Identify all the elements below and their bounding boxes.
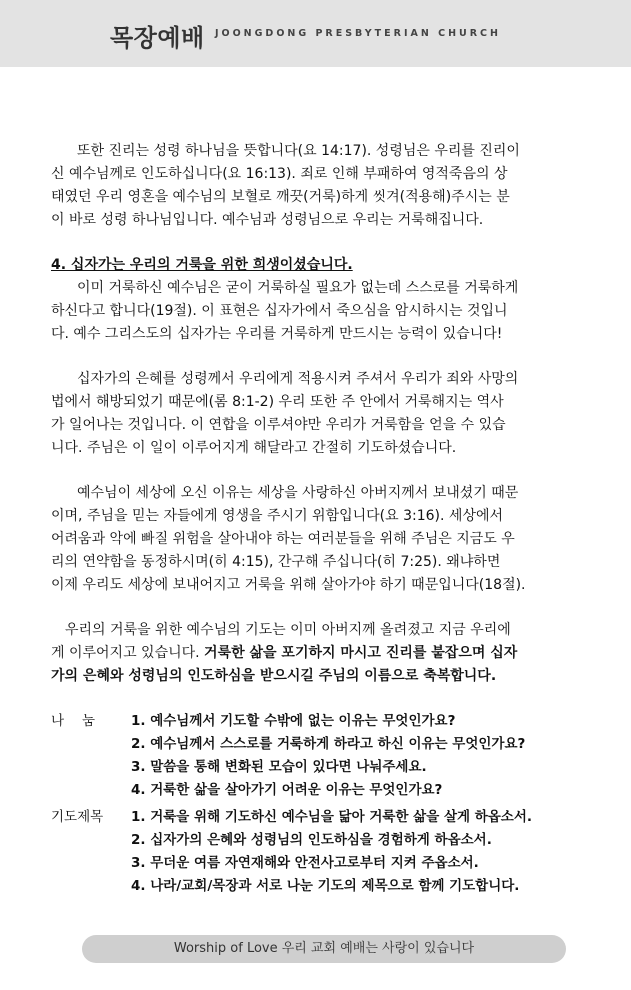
paragraph-3 xyxy=(51,368,601,460)
paragraph-line: 십자가의 은혜를 성령께서 우리에게 적용시켜 주셔서 우리가 죄와 사망의 xyxy=(77,371,519,387)
prayer-item: 1. 거룩을 위해 기도하신 예수님을 닮아 거룩한 삶을 살게 하옵소서. xyxy=(131,809,533,825)
list-label-spacer xyxy=(51,779,131,802)
paragraph-line: 태였던 우리 영혼을 예수님의 보혈로 깨끗(거룩)하게 씻겨(적용해)주시는 분 xyxy=(51,189,510,205)
list-label-spacer xyxy=(51,733,131,756)
blessing-text: 거룩한 삶을 포기하지 마시고 진리를 붙잡으며 십자 xyxy=(204,645,518,661)
prayer-label: 기도제목 xyxy=(51,809,104,825)
list-label-spacer xyxy=(51,829,131,852)
paragraph-line: 어려움과 악에 빠질 위험을 살아내야 하는 여러분들을 위해 주님은 지금도 우 xyxy=(51,531,515,547)
paragraph-line: 예수님이 세상에 오신 이유는 세상을 사랑하신 아버지께서 보내셨기 때문 xyxy=(77,485,519,501)
sharing-question: 1. 예수님께서 기도할 수밖에 없는 이유는 무엇인가요? xyxy=(131,713,456,729)
paragraph-1 xyxy=(51,140,601,232)
paragraph-line: 신 예수님께로 인도하십니다(요 16:13). 죄로 인해 부패하여 영적죽음의 상 xyxy=(51,166,508,182)
paragraph-line: 가 일어나는 것입니다. 이 연합을 이루셔야만 우리가 거룩함을 얻을 수 있습 xyxy=(51,417,506,433)
sharing-section xyxy=(51,710,601,802)
list-item xyxy=(51,710,601,733)
paragraph-line: 리의 연약함을 동정하시며(히 4:15), 간구해 주십니다(히 7:25). 왜냐하면 xyxy=(51,554,501,570)
paragraph-line: 또한 진리는 성령 하나님을 뜻합니다(요 14:17). 성령님은 우리를 진리이 xyxy=(77,143,520,159)
paragraph-line: 하신다고 합니다(19절). 이 표현은 십자가에서 죽으심을 암시하시는 것입니 xyxy=(51,303,508,319)
header-title: 목장예배 xyxy=(110,24,205,52)
list-item xyxy=(51,733,601,756)
paragraph-line: 우리의 거룩을 위한 예수님의 기도는 이미 아버지께 올려졌고 지금 우리에 xyxy=(65,622,511,638)
prayer-item: 4. 나라/교회/목장과 서로 나눈 기도의 제목으로 함께 기도합니다. xyxy=(131,878,520,894)
paragraph-line: 다. 예수 그리스도의 십자가는 우리를 거룩하게 만드시는 능력이 있습니다! xyxy=(51,326,503,342)
paragraph-line xyxy=(51,642,601,665)
spacer xyxy=(51,346,601,368)
page-header xyxy=(0,0,631,67)
spacer xyxy=(51,460,601,482)
list-item xyxy=(51,875,601,898)
list-label-spacer xyxy=(51,875,131,898)
main-content xyxy=(51,140,601,898)
sharing-question: 3. 말씀을 통해 변화된 모습이 있다면 나눠주세요. xyxy=(131,759,427,775)
list-label-spacer xyxy=(51,756,131,779)
spacer xyxy=(51,688,601,710)
list-item xyxy=(51,779,601,802)
list-item xyxy=(51,829,601,852)
sharing-question: 2. 예수님께서 스스로를 거룩하게 하라고 하신 이유는 무엇인가요? xyxy=(131,736,526,752)
paragraph-2 xyxy=(51,277,601,346)
paragraph-line: 이미 거룩하신 예수님은 굳이 거룩하실 필요가 없는데 스스로를 거룩하게 xyxy=(77,280,519,296)
paragraph-line: 법에서 해방되었기 때문에(롬 8:1-2) 우리 또한 주 안에서 거룩해지는 역사 xyxy=(51,394,504,410)
sharing-question: 4. 거룩한 삶을 살아가기 어려운 이유는 무엇인가요? xyxy=(131,782,443,798)
list-item xyxy=(51,806,601,829)
prayer-item: 2. 십자가의 은혜와 성령님의 인도하심을 경험하게 하옵소서. xyxy=(131,832,492,848)
paragraph-line: 이 바로 성령 하나님입니다. 예수님과 성령님으로 우리는 거룩해집니다. xyxy=(51,212,484,228)
list-item xyxy=(51,756,601,779)
paragraph-line: 이제 우리도 세상에 보내어지고 거룩을 위해 살아가야 하기 때문입니다(18절). xyxy=(51,577,526,593)
section-heading: 4. 십자가는 우리의 거룩을 위한 희생이셨습니다. xyxy=(51,257,353,273)
list-label-spacer xyxy=(51,852,131,875)
paragraph-4 xyxy=(51,482,601,597)
spacer xyxy=(51,597,601,619)
paragraph-5 xyxy=(51,619,601,688)
prayer-item: 3. 무더운 여름 자연재해와 안전사고로부터 지켜 주옵소서. xyxy=(131,855,479,871)
blessing-text: 가의 은혜와 성령님의 인도하심을 받으시길 주님의 이름으로 축복합니다. xyxy=(51,668,497,684)
header-subtitle: JOONGDONG PRESBYTERIAN CHURCH xyxy=(215,28,501,39)
paragraph-line: 니다. 주님은 이 일이 이루어지게 해달라고 간절히 기도하셨습니다. xyxy=(51,440,457,456)
paragraph-text: 게 이루어지고 있습니다. xyxy=(51,645,205,661)
sharing-label: 나눔 xyxy=(51,713,114,729)
footer-banner: Worship of Love 우리 교회 예배는 사랑이 있습니다 xyxy=(82,935,566,963)
paragraph-line: 이며, 주님을 믿는 자들에게 영생을 주시기 위함입니다(요 3:16). 세상에서 xyxy=(51,508,504,524)
list-item xyxy=(51,852,601,875)
prayer-section xyxy=(51,806,601,898)
spacer xyxy=(51,232,601,254)
